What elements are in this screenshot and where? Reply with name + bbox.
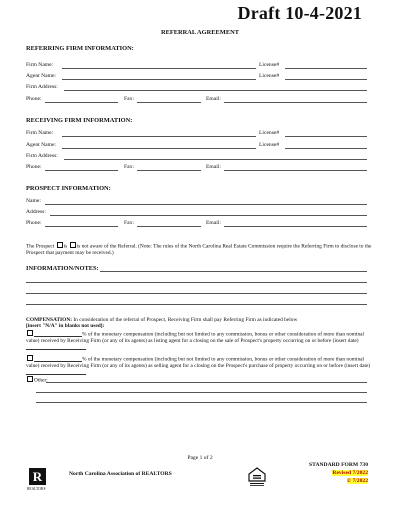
compensation-option-selling: % of the monetary compensation (including but not limited to any commission, bonus or other consideration of more than nominal value) received by Receiving Firm (or any of its agents) as selling agent for a closing on the Prospect's purchase of property occurring on or before (insert date)	[26, 355, 376, 376]
receiving-email-field[interactable]	[224, 170, 367, 171]
prospect-address-field[interactable]	[50, 215, 367, 216]
receiving-license-field[interactable]	[285, 136, 367, 137]
draft-stamp: Draft 10-4-2021	[237, 3, 362, 23]
association-name: North Carolina Association of REALTORS	[69, 471, 172, 477]
receiving-fax-label: Fax:	[124, 164, 134, 170]
other-line-3[interactable]	[36, 402, 367, 403]
listing-date-field[interactable]	[26, 344, 86, 350]
referring-firm-address-field[interactable]	[64, 90, 367, 91]
prospect-email-label: Email:	[206, 220, 221, 226]
receiving-license2-field[interactable]	[285, 148, 367, 149]
receiving-email-label: Email:	[206, 164, 221, 170]
receiving-agent-name-label: Agent Name:	[26, 142, 56, 148]
prospect-email-field[interactable]	[224, 226, 367, 227]
prospect-phone-label: Phone:	[26, 220, 42, 226]
form-number: STANDARD FORM 730	[309, 462, 368, 468]
revised-date: Revised 7/2022	[332, 470, 368, 476]
receiving-license2-label: License#	[259, 142, 280, 148]
aware-is-not-checkbox[interactable]	[70, 242, 76, 248]
compensation-other: Other:	[26, 376, 376, 384]
awareness-paragraph: The Prospect is is not aware of the Referral. (Note: The rules of the North Carolina Real Estate Commission require the Referring Firm to disclose to the Prospect that payment may be received.)	[26, 243, 372, 256]
referring-fax-field[interactable]	[137, 102, 201, 103]
prospect-fax-field[interactable]	[137, 226, 201, 227]
realtor-logo-icon	[29, 468, 46, 485]
receiving-heading: RECEIVING FIRM INFORMATION:	[26, 117, 133, 124]
notes-line-1[interactable]	[100, 271, 367, 272]
prospect-fax-label: Fax:	[124, 220, 134, 226]
listing-agent-checkbox[interactable]	[27, 330, 33, 336]
referring-heading: REFERRING FIRM INFORMATION:	[26, 45, 134, 52]
compensation-option-listing: % of the monetary compensation (including but not limited to any commission, bonus or other consideration of more than nominal value) received by Receiving Firm (or any of its agents) as listing agent for a closing on the sale of Prospect's property occurring on or before (insert date)	[26, 330, 376, 351]
receiving-agent-name-field[interactable]	[62, 148, 256, 149]
receiving-firm-address-field[interactable]	[64, 159, 367, 160]
receiving-phone-field[interactable]	[45, 170, 118, 171]
svg-text:R: R	[32, 469, 43, 484]
referring-license-field[interactable]	[285, 68, 367, 69]
referring-phone-label: Phone:	[26, 96, 42, 102]
referring-firm-name-label: Firm Name:	[26, 62, 54, 68]
referring-email-label: Email:	[206, 96, 221, 102]
receiving-firm-address-label: Firm Address:	[26, 153, 58, 159]
notes-line-3[interactable]	[26, 293, 367, 294]
referring-license2-field[interactable]	[285, 79, 367, 80]
page-number: Page 1 of 2	[187, 455, 213, 461]
referring-phone-field[interactable]	[45, 102, 118, 103]
equal-housing-icon	[248, 467, 266, 487]
copyright: © 7/2022	[346, 478, 368, 484]
info-notes-heading: INFORMATION/NOTES:	[26, 265, 99, 272]
referring-agent-name-label: Agent Name:	[26, 73, 56, 79]
referring-firm-address-label: Firm Address:	[26, 84, 58, 90]
receiving-license-label: License#	[259, 130, 280, 136]
receiving-firm-name-label: Firm Name:	[26, 130, 54, 136]
prospect-phone-field[interactable]	[45, 226, 118, 227]
receiving-phone-label: Phone:	[26, 164, 42, 170]
listing-percent-field[interactable]	[34, 331, 82, 337]
prospect-address-label: Address:	[26, 209, 46, 215]
referring-license2-label: License#	[259, 73, 280, 79]
selling-agent-checkbox[interactable]	[27, 355, 33, 361]
selling-percent-field[interactable]	[34, 356, 82, 362]
other-line-2[interactable]	[36, 392, 367, 393]
receiving-firm-name-field[interactable]	[62, 136, 256, 137]
realtor-caption: REALTOR®	[27, 487, 46, 491]
other-line-1[interactable]	[46, 382, 367, 383]
referring-license-label: License#	[259, 62, 280, 68]
referring-firm-name-field[interactable]	[62, 68, 256, 69]
notes-line-4[interactable]	[26, 304, 367, 305]
prospect-heading: PROSPECT INFORMATION:	[26, 185, 111, 192]
prospect-name-field[interactable]	[45, 204, 367, 205]
prospect-name-label: Name:	[26, 198, 41, 204]
selling-date-field[interactable]	[26, 369, 86, 375]
compensation-paragraph: COMPENSATION: In consideration of the referral of Prospect, Receiving Firm shall pay Referring Firm as indicated below [insert "N/A" in blanks not used]:	[26, 317, 298, 330]
referring-agent-name-field[interactable]	[62, 79, 256, 80]
page-title: REFERRAL AGREEMENT	[161, 29, 239, 36]
other-checkbox[interactable]	[27, 376, 33, 382]
receiving-fax-field[interactable]	[137, 170, 201, 171]
referring-email-field[interactable]	[224, 102, 367, 103]
notes-line-2[interactable]	[26, 282, 367, 283]
referring-fax-label: Fax:	[124, 96, 134, 102]
aware-is-checkbox[interactable]	[57, 242, 63, 248]
